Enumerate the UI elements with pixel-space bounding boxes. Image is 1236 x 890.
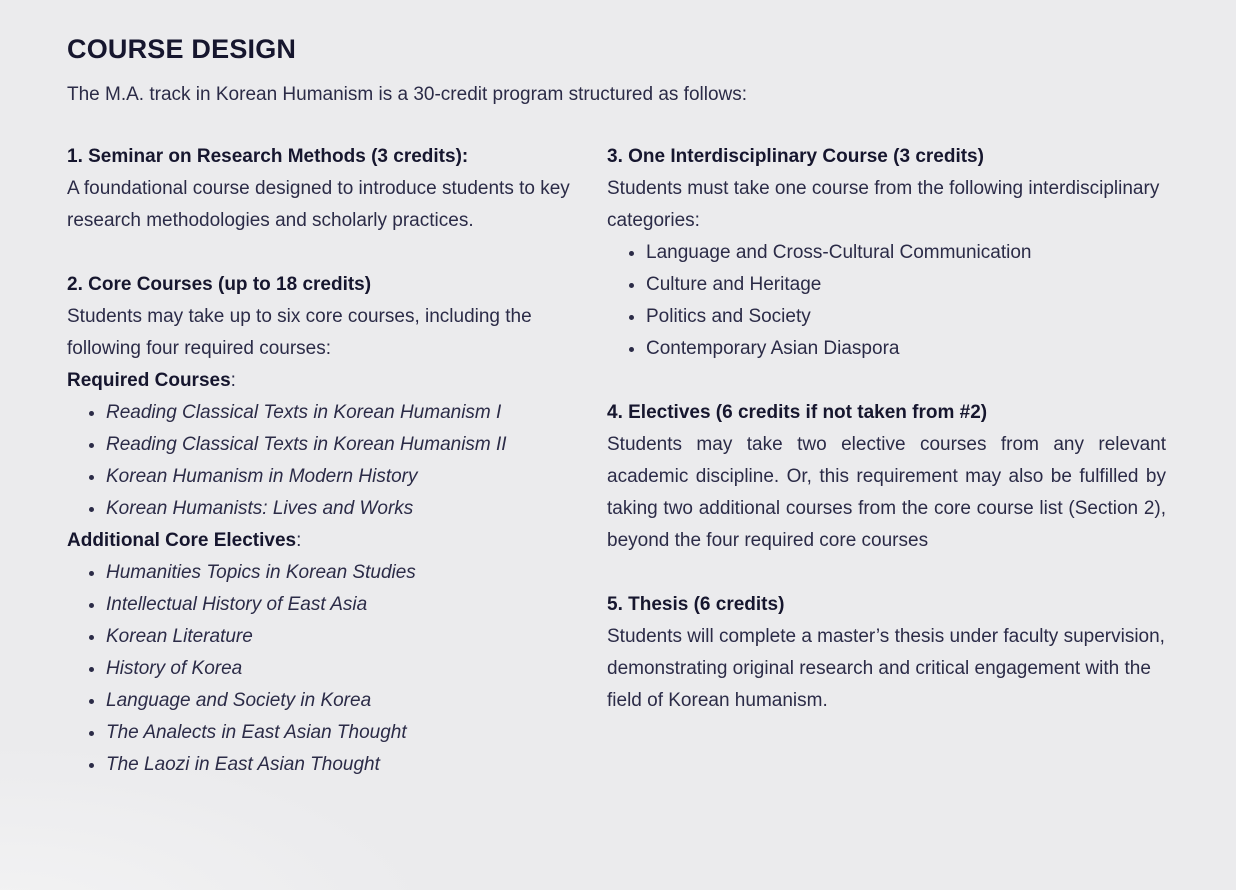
course-item: • Korean Humanism in Modern History	[106, 461, 607, 493]
section-body: Students may take up to six core courses, including the following four required courses:	[67, 306, 532, 359]
category-item: • Politics and Society	[646, 301, 1166, 333]
subheading-colon: :	[230, 370, 236, 391]
additional-electives-subheading	[67, 525, 607, 557]
course-item: • Humanities Topics in Korean Studies	[106, 557, 607, 589]
course-item: • Intellectual History of East Asia	[106, 589, 607, 621]
section-interdisciplinary	[607, 141, 1166, 365]
additional-electives-list	[67, 557, 607, 781]
left-column	[67, 141, 607, 781]
section-heading: 1. Seminar on Research Methods (3 credits):	[67, 146, 469, 167]
course-item: • Korean Humanists: Lives and Works	[106, 493, 607, 525]
section-heading: 2. Core Courses (up to 18 credits)	[67, 274, 372, 295]
section-body: Students will complete a master’s thesis under faculty supervision, demonstrating original research and critical engagement with the field of Korean humanism.	[607, 626, 1165, 711]
section-heading: 4. Electives (6 credits if not taken from #2)	[607, 402, 988, 423]
course-item: • The Laozi in East Asian Thought	[106, 749, 607, 781]
intro-text: The M.A. track in Korean Humanism is a 30-credit program structured as follows:	[67, 84, 748, 105]
course-item: • Reading Classical Texts in Korean Humanism I	[106, 397, 607, 429]
section-body: A foundational course designed to introduce students to key research methodologies and scholarly practices.	[67, 178, 570, 231]
section-body: Students may take two elective courses from any relevant academic discipline. Or, this requirement may also be fulfilled by taking two additional courses from the core course list (Section 2), beyond the four required core courses	[607, 434, 1166, 551]
right-column	[607, 141, 1166, 781]
course-item: • Reading Classical Texts in Korean Humanism II	[106, 429, 607, 461]
section-body: Students must take one course from the following interdisciplinary categories:	[607, 178, 1160, 231]
subheading-label: Required Courses	[67, 370, 231, 391]
required-courses-subheading	[67, 365, 607, 397]
category-item: • Language and Cross-Cultural Communication	[646, 237, 1166, 269]
section-heading: 5. Thesis (6 credits)	[607, 594, 785, 615]
course-item: • History of Korea	[106, 653, 607, 685]
category-item: • Contemporary Asian Diaspora	[646, 333, 1166, 365]
subheading-label: Additional Core Electives	[67, 530, 297, 551]
page-title: COURSE DESIGN	[67, 34, 297, 64]
section-core-courses	[67, 269, 607, 781]
two-column-layout	[67, 141, 1166, 781]
interdisciplinary-categories-list	[607, 237, 1166, 365]
subheading-colon: :	[296, 530, 302, 551]
section-thesis	[607, 589, 1166, 717]
course-item: • Korean Literature	[106, 621, 607, 653]
section-seminar	[67, 141, 607, 237]
course-item: • Language and Society in Korea	[106, 685, 607, 717]
section-heading: 3. One Interdisciplinary Course (3 credits)	[607, 146, 984, 167]
required-courses-list	[67, 397, 607, 525]
course-item: • The Analects in East Asian Thought	[106, 717, 607, 749]
section-electives	[607, 397, 1166, 557]
category-item: • Culture and Heritage	[646, 269, 1166, 301]
